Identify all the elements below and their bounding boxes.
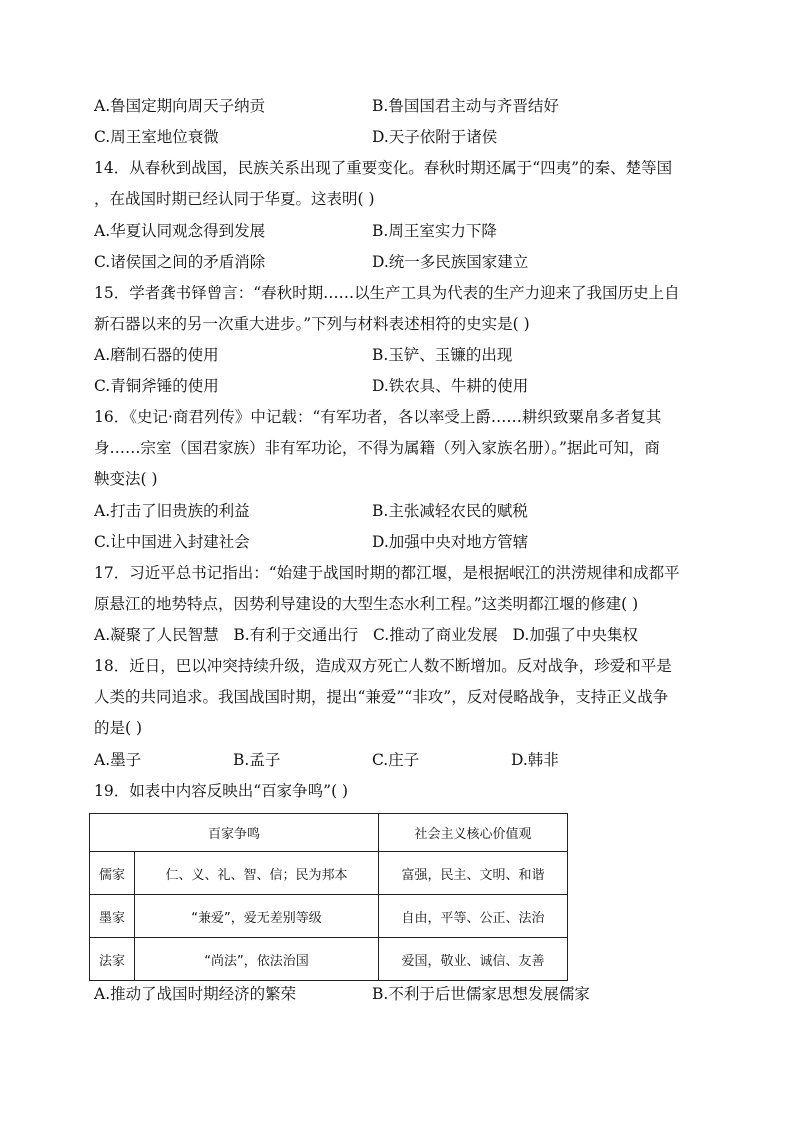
- q16-option-a: A.打击了旧贵族的利益: [94, 502, 250, 520]
- q15-option-b: B.玉铲、玉镰的出现: [372, 346, 513, 364]
- table-cell-idea: 仁、义、礼、智、信；民为邦本: [135, 852, 379, 895]
- q13-option-c: C.周王室地位衰微: [94, 128, 219, 146]
- q19-option-a: A.推动了战国时期经济的繁荣: [94, 985, 297, 1003]
- table-cell-value: 自由，平等、公正、法治: [379, 895, 568, 938]
- q16-option-b: B.主张减轻农民的赋税: [372, 502, 528, 520]
- table-cell-school: 法家: [90, 938, 135, 981]
- q15-option-a: A.磨制石器的使用: [94, 346, 219, 364]
- q18-option-c: C.庄子: [372, 751, 420, 769]
- q15-option-c: C.青铜斧锤的使用: [94, 377, 219, 395]
- table-header-row: [90, 814, 568, 852]
- table-header-cell: 百家争鸣: [90, 814, 379, 852]
- q18-option-b: B.孟子: [233, 751, 281, 769]
- q16-option-d: D.加强中央对地方管辖: [372, 533, 529, 551]
- q14-stem-line-1: 14．从春秋到战国，民族关系出现了重要变化。春秋时期还属于“四夷”的秦、楚等国: [94, 159, 673, 177]
- q15-stem-line-2: 新石器以来的另一次重大进步。”下列与材料表述相符的史实是( ): [94, 315, 530, 333]
- q16-option-c: C.让中国进入封建社会: [94, 533, 250, 551]
- table-cell-school: 墨家: [90, 895, 135, 938]
- q17-stem-line-2: 原悬江的地势特点，因势利导建设的大型生态水利工程。”这类明都江堰的修建( ): [94, 595, 639, 613]
- q17-options: A.凝聚了人民智慧 B.有利于交通出行 C.推动了商业发展 D.加强了中央集权: [94, 626, 638, 644]
- q16-stem-line-2: 身……宗室（国君家族）非有军功论，不得为属籍（列入家族名册）。”据此可知，商: [94, 439, 660, 457]
- table-header-cell: 社会主义核心价值观: [379, 814, 568, 852]
- q18-stem-line-3: 的是( ): [94, 719, 143, 737]
- q16-stem-line-1: 16．《史记·商君列传》中记载：“有军功者，各以率受上爵……耕织致粟帛多者复其: [94, 408, 662, 426]
- q18-stem-line-1: 18．近日，巴以冲突持续升级，造成双方死亡人数不断增加。反对战争，珍爱和平是: [94, 657, 672, 675]
- q15-option-d: D.铁农具、牛耕的使用: [372, 377, 529, 395]
- q18-stem-line-2: 人类的共同追求。我国战国时期，提出“兼爱”“非攻”，反对侵略战争，支持正义战争: [94, 688, 669, 706]
- q16-stem-line-3: 鞅变法( ): [94, 470, 158, 488]
- q18-option-a: A.墨子: [94, 751, 142, 769]
- table-cell-idea: “尚法”，依法治国: [135, 938, 379, 981]
- q19-option-b: B.不利于后世儒家思想发展儒家: [372, 985, 590, 1003]
- q14-option-c: C.诸侯国之间的矛盾消除: [94, 253, 266, 271]
- q13-option-a: A.鲁国定期向周天子纳贡: [94, 97, 266, 115]
- table-row: [90, 895, 568, 938]
- q13-option-b: B.鲁国国君主动与齐晋结好: [372, 97, 559, 115]
- table-cell-value: 爱国，敬业、诚信、友善: [379, 938, 568, 981]
- table-cell-value: 富强，民主、文明、和谐: [379, 852, 568, 895]
- table-row: [90, 852, 568, 895]
- q19-stem-line-1: 19．如表中内容反映出“百家争鸣”( ): [94, 782, 349, 800]
- q14-option-b: B.周王室实力下降: [372, 222, 497, 240]
- q14-stem-line-2: ，在战国时期已经认同于华夏。这表明( ): [94, 190, 375, 208]
- q14-option-a: A.华夏认同观念得到发展: [94, 222, 266, 240]
- q17-stem-line-1: 17．习近平总书记指出：“始建于战国时期的都江堰，是根据岷江的洪涝规律和成都平: [94, 564, 680, 582]
- q13-option-d: D.天子依附于诸侯: [372, 128, 498, 146]
- comparison-table: [89, 813, 568, 981]
- table-cell-school: 儒家: [90, 852, 135, 895]
- table-row: [90, 938, 568, 981]
- q15-stem-line-1: 15．学者龚书铎曾言：“春秋时期……以生产工具为代表的生产力迎来了我国历史上自: [94, 284, 680, 302]
- q14-option-d: D.统一多民族国家建立: [372, 253, 529, 271]
- table-cell-idea: “兼爱”，爱无差别等级: [135, 895, 379, 938]
- q18-option-d: D.韩非: [511, 751, 559, 769]
